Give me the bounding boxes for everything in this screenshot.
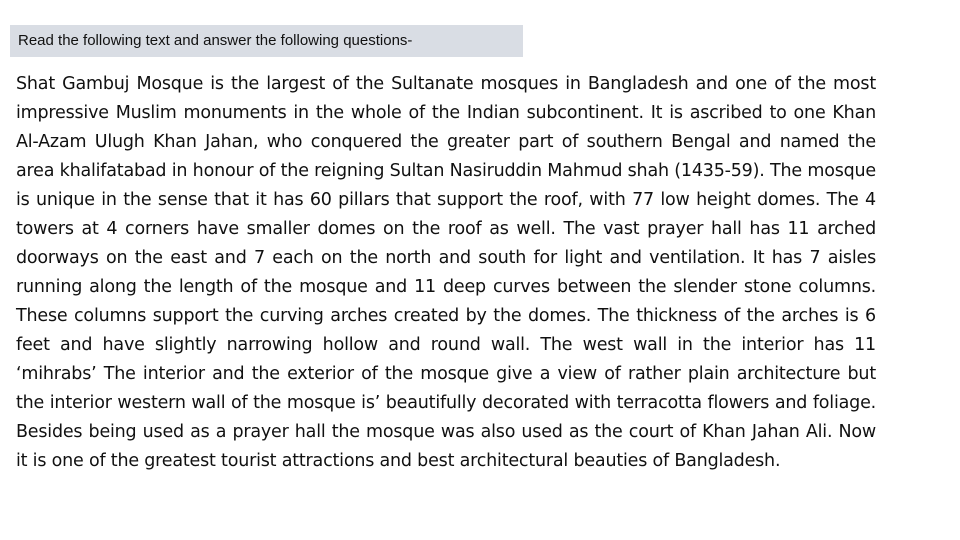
instruction-text: Read the following text and answer the following questions- [18, 32, 413, 49]
passage-text: Shat Gambuj Mosque is the largest of the Sultanate mosques in Bangladesh and one of the most impressive Muslim monuments in the whole of the Indian subcontinent. It is ascribed to one Khan Al-Azam Ulugh Khan Jahan, who conquered the greater part of southern Bengal and named the area khalifatabad in honour of the reigning Sultan Nasiruddin Mahmud shah (1435-59). The mosque is unique in the sense that it has 60 pillars that support the roof, with 77 low height domes. The 4 towers at 4 corners have smaller domes on the roof as well. The vast prayer hall has 11 arched doorways on the east and 7 each on the north and south for light and ventilation. It has 7 aisles running along the length of the mosque and 11 deep curves between the slender stone columns. These columns support the curving arches created by the domes. The thickness of the arches is 6 feet and have slightly narrowing hollow and round wall. The west wall in the interior has 11 ‘mihrabs’ The interior and the exterior of the mosque give a view of rather plain architecture but the interior western wall of the mosque is’ beautifully decorated with terracotta flowers and foliage. Besides being used as a prayer hall the mosque was also used as the court of Khan Jahan Ali. Now it is one of the greatest tourist attractions and best architectural beauties of Bangladesh. [16, 74, 876, 471]
instruction-box [10, 25, 523, 57]
